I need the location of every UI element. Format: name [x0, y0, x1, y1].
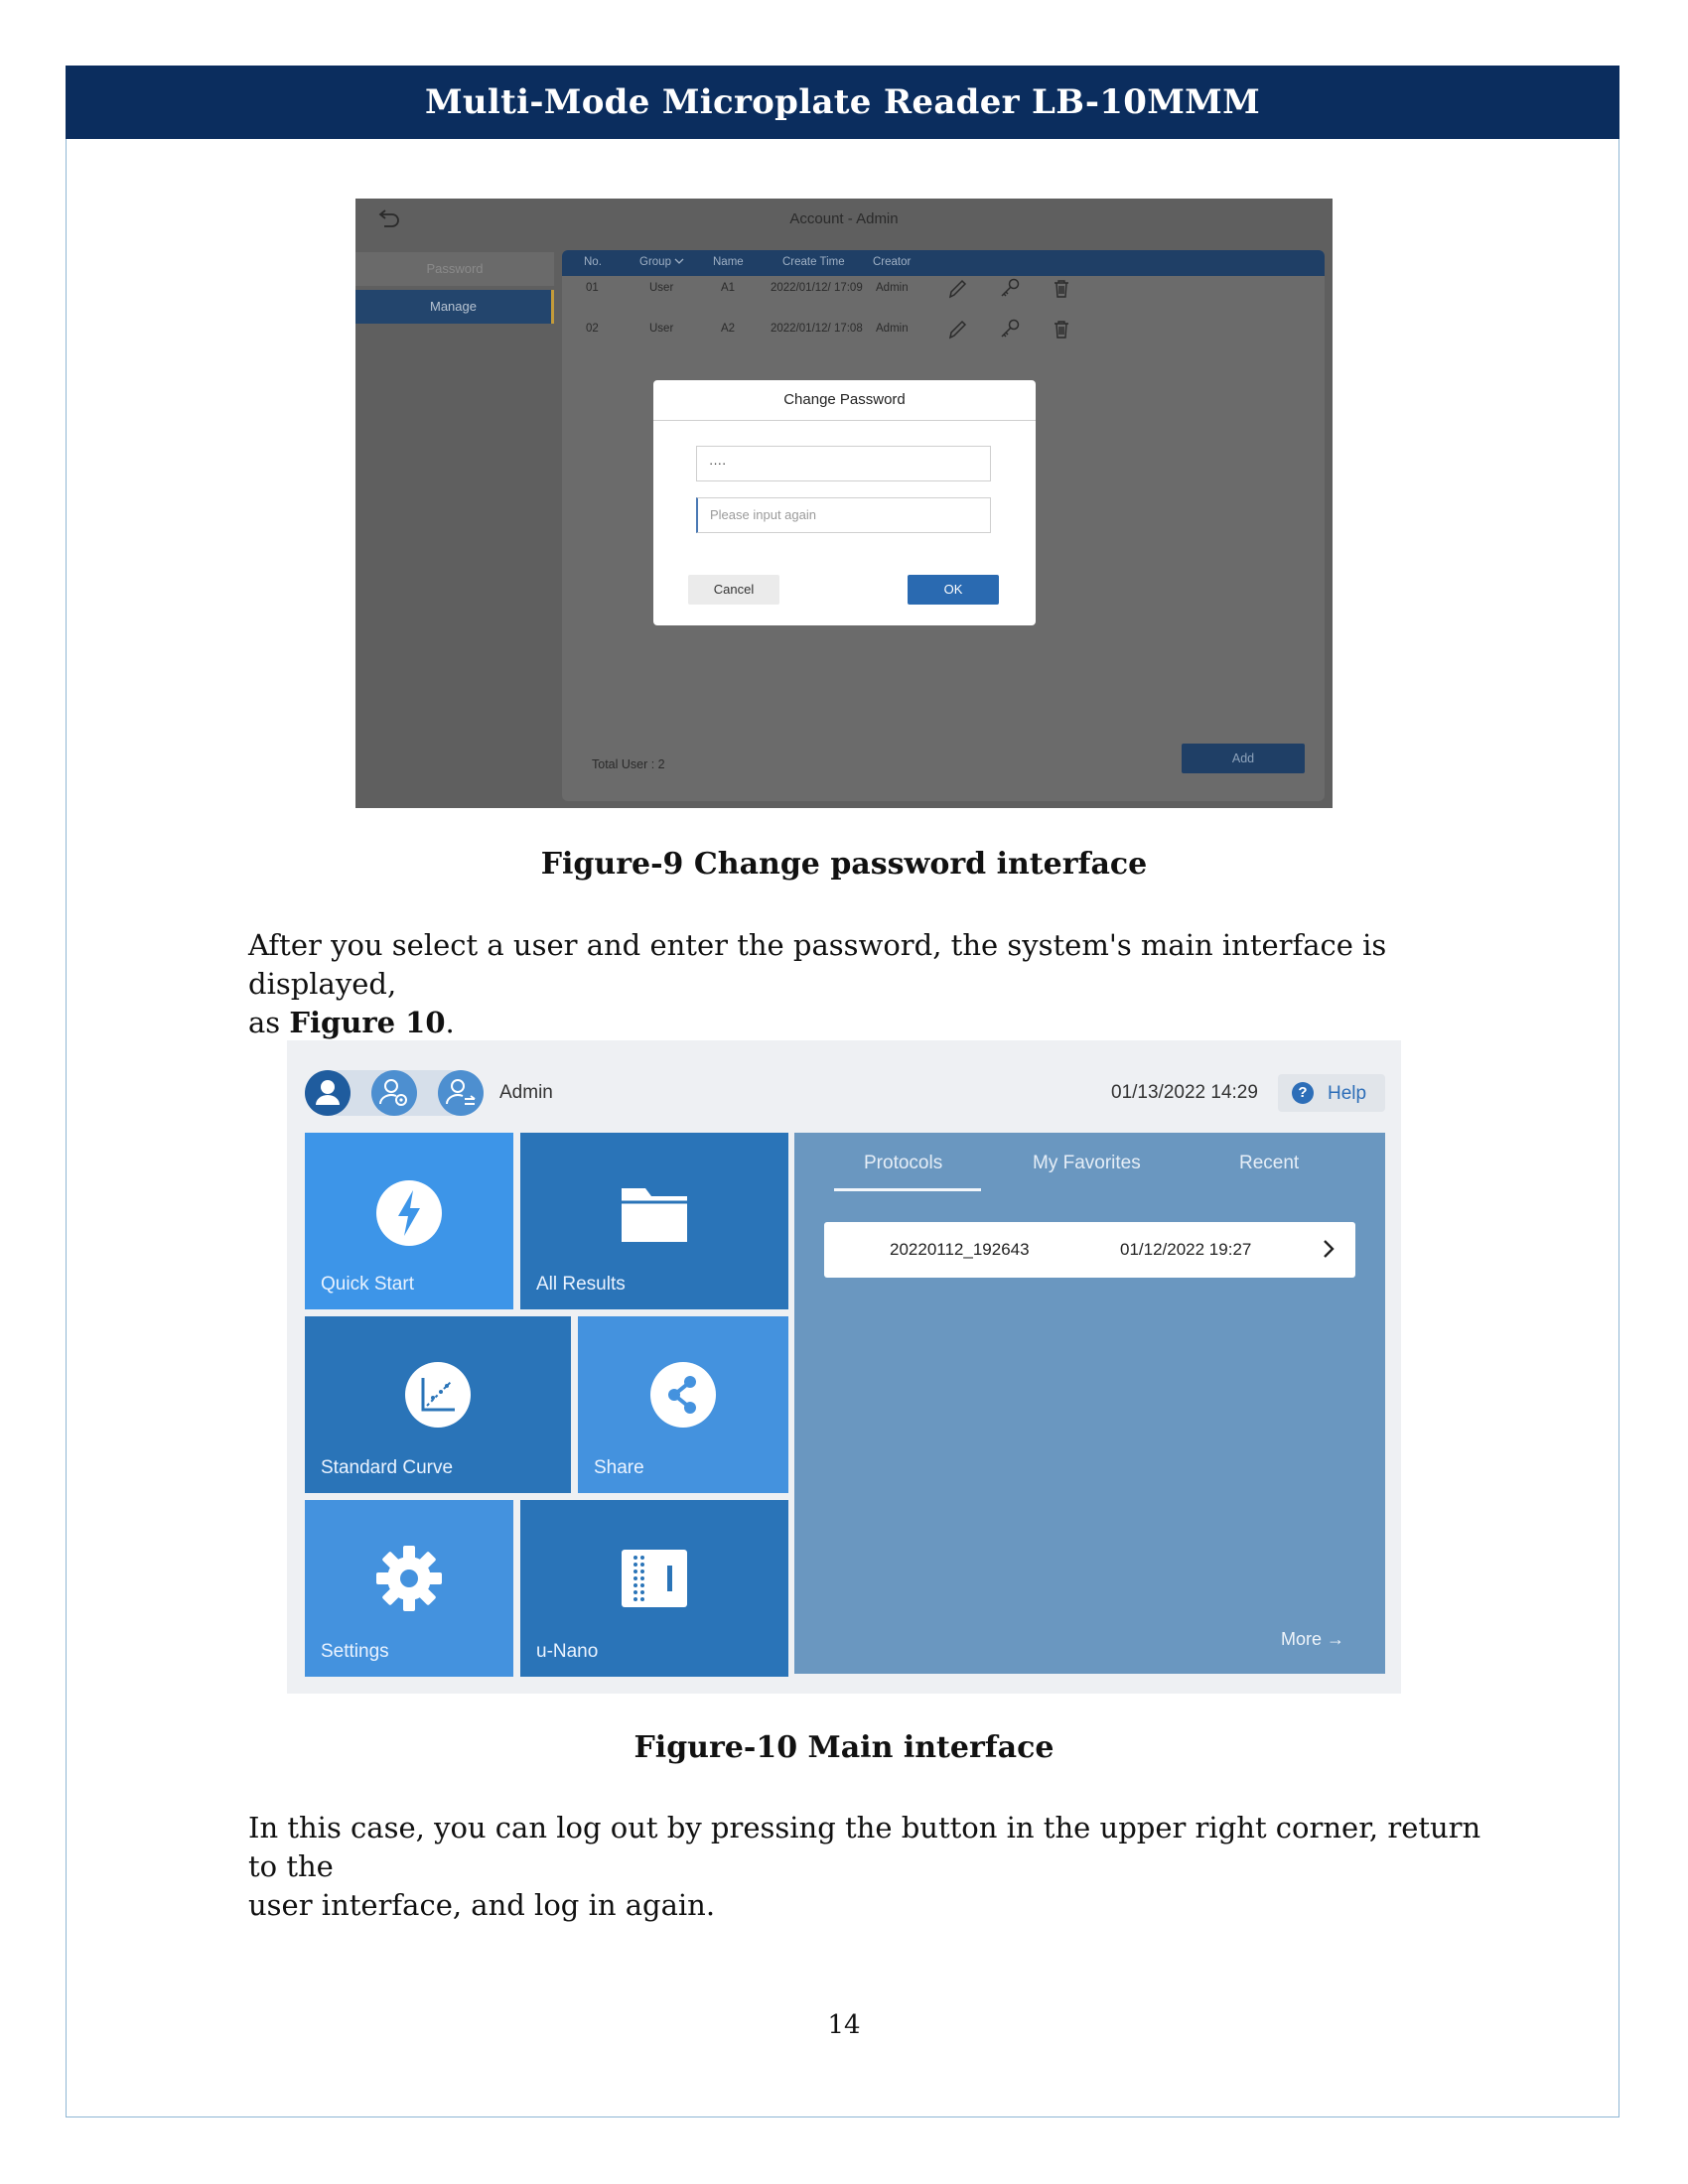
- tile-all-results[interactable]: [520, 1133, 788, 1309]
- current-user-name: Admin: [499, 1082, 553, 1103]
- tile-label: u-Nano: [536, 1641, 599, 1662]
- figure-9-caption: Figure-9 Change password interface: [540, 847, 1148, 882]
- column-header-group[interactable]: [639, 256, 684, 268]
- paragraph-2-line-1: In this case, you can log out by pressing the button in the upper right corner, return to the: [248, 1811, 1481, 1883]
- user-profile-button[interactable]: [305, 1070, 351, 1116]
- table-row[interactable]: [562, 311, 1325, 350]
- row-no: 02: [586, 323, 599, 335]
- lightning-icon: [374, 1178, 444, 1248]
- window-topbar: [355, 199, 1333, 238]
- key-icon[interactable]: [997, 317, 1023, 342]
- tile-quick-start[interactable]: [305, 1133, 513, 1309]
- cancel-button[interactable]: Cancel: [688, 575, 779, 605]
- user-settings-icon: [371, 1070, 417, 1116]
- confirm-password-field[interactable]: Please input again: [696, 497, 991, 533]
- sidebar: [355, 252, 554, 328]
- gear-icon: [374, 1544, 444, 1613]
- nano-plate-icon: [620, 1544, 689, 1613]
- figure-10-caption: Figure-10 Main interface: [633, 1730, 1055, 1765]
- help-button[interactable]: [1278, 1074, 1385, 1112]
- window-title: Account - Admin: [789, 210, 899, 227]
- tile-label: Standard Curve: [321, 1457, 454, 1478]
- tile-label: Quick Start: [321, 1274, 414, 1295]
- page-header: [66, 66, 1619, 139]
- tile-label: Settings: [321, 1641, 389, 1662]
- row-create-time: 2022/01/12/ 17:08: [771, 323, 863, 335]
- tile-label: Share: [594, 1457, 644, 1478]
- dialog-title: Change Password: [653, 380, 1036, 421]
- paragraph-1-line-2-suffix: .: [445, 1006, 455, 1039]
- curve-chart-icon: [403, 1360, 473, 1430]
- column-header-name: Name: [713, 256, 744, 268]
- share-icon: [648, 1360, 718, 1430]
- paragraph-1-line-1: After you select a user and enter the password, the system's main interface is displayed,: [248, 928, 1387, 1001]
- paragraph-1: [248, 926, 1499, 1042]
- tile-settings[interactable]: [305, 1500, 513, 1677]
- change-password-dialog: [653, 380, 1036, 625]
- user-icon: [305, 1070, 351, 1116]
- table-row[interactable]: [562, 270, 1325, 310]
- figure-10-reference: Figure 10: [289, 1006, 446, 1039]
- tab-protocols[interactable]: Protocols: [864, 1153, 943, 1173]
- ok-button[interactable]: OK: [908, 575, 999, 605]
- edit-icon[interactable]: [944, 317, 970, 342]
- trash-icon[interactable]: [1049, 276, 1074, 302]
- paragraph-2: [248, 1809, 1499, 1925]
- column-header-create-time: Create Time: [782, 256, 845, 268]
- row-create-time: 2022/01/12/ 17:09: [771, 282, 863, 294]
- password-field[interactable]: ····: [696, 446, 991, 481]
- column-header-creator: Creator: [873, 256, 912, 268]
- trash-icon[interactable]: [1049, 317, 1074, 342]
- tab-recent[interactable]: Recent: [1239, 1153, 1300, 1173]
- switch-user-icon: [438, 1070, 484, 1116]
- help-icon: ?: [1292, 1082, 1314, 1104]
- edit-icon[interactable]: [944, 276, 970, 302]
- column-header-group-label: Group: [639, 256, 671, 268]
- tab-my-favorites[interactable]: My Favorites: [1033, 1153, 1141, 1173]
- tile-label: All Results: [536, 1274, 626, 1295]
- list-item[interactable]: [824, 1222, 1355, 1278]
- figure-10-screenshot: [287, 1040, 1401, 1694]
- tile-standard-curve[interactable]: [305, 1316, 571, 1493]
- help-label: Help: [1328, 1083, 1367, 1104]
- page-number: 14: [827, 2010, 861, 2040]
- active-tab-indicator: [834, 1188, 981, 1191]
- protocol-date: 01/12/2022 19:27: [1120, 1240, 1252, 1259]
- tile-share[interactable]: [578, 1316, 788, 1493]
- header-title: Multi-Mode Microplate Reader LB-10MMM: [424, 82, 1261, 122]
- protocol-name: 20220112_192643: [890, 1240, 1030, 1259]
- switch-user-button[interactable]: [438, 1070, 484, 1116]
- row-creator: Admin: [876, 323, 909, 335]
- key-icon[interactable]: [997, 276, 1023, 302]
- user-settings-button[interactable]: [371, 1070, 417, 1116]
- sidebar-item-password[interactable]: Password: [355, 252, 554, 286]
- more-link[interactable]: More →: [1281, 1629, 1345, 1649]
- chevron-right-icon: [1321, 1238, 1336, 1260]
- row-group: User: [649, 323, 674, 335]
- total-users-label: Total User : 2: [592, 757, 665, 771]
- add-user-button[interactable]: Add: [1182, 744, 1305, 773]
- chevron-down-icon: [674, 258, 684, 265]
- protocols-panel: [794, 1133, 1385, 1674]
- sidebar-item-manage[interactable]: Manage: [355, 290, 554, 324]
- row-name: A2: [721, 323, 736, 335]
- row-name: A1: [721, 282, 736, 294]
- paragraph-2-line-2: user interface, and log in again.: [248, 1888, 716, 1922]
- datetime-display: 01/13/2022 14:29: [1111, 1082, 1258, 1103]
- row-creator: Admin: [876, 282, 909, 294]
- tile-u-nano[interactable]: [520, 1500, 788, 1677]
- row-group: User: [649, 282, 674, 294]
- column-header-no: No.: [584, 256, 602, 268]
- figure-9-screenshot: [355, 199, 1333, 808]
- row-no: 01: [586, 282, 599, 294]
- paragraph-1-line-2-prefix: as: [248, 1006, 290, 1039]
- folder-icon: [620, 1178, 689, 1248]
